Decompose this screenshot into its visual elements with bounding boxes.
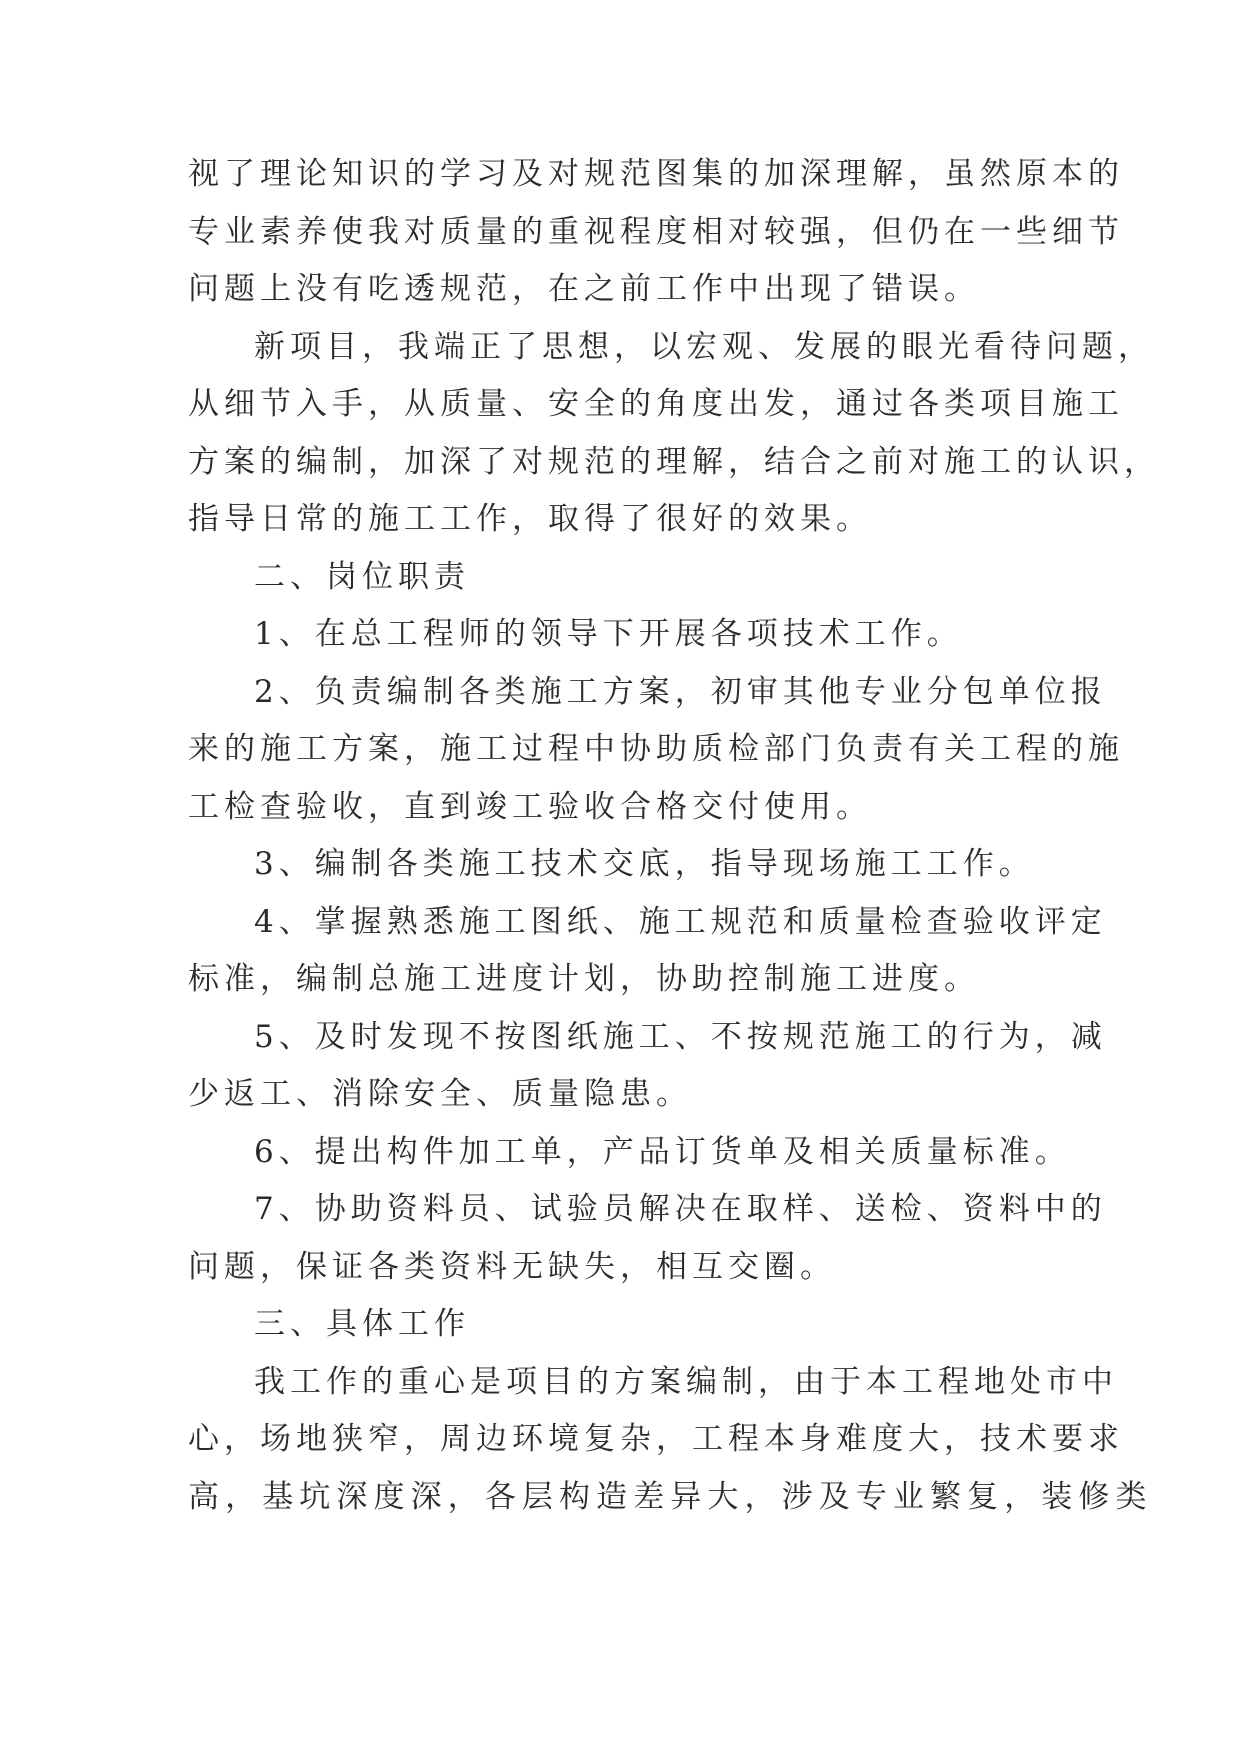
section-heading-specific-work: 三、具体工作 (254, 1306, 470, 1342)
text-line-18: 6、提出构件加工单，产品订货单及相关质量标准。 (254, 1133, 1071, 1170)
text-line-23: 心，场地狭窄，周边环境复杂，工程本身难度大，技术要求 (188, 1421, 1124, 1457)
text-line-3: 问题上没有吃透规范，在之前工作中出现了错误。 (188, 271, 980, 307)
text-line-19: 7、协助资料员、试验员解决在取样、送检、资料中的 (254, 1191, 1107, 1227)
text-line-15: 标准，编制总施工进度计划，协助控制施工进度。 (188, 961, 980, 997)
document-body (188, 146, 1160, 1526)
text-line-6: 方案的编制，加深了对规范的理解，结合之前对施工的认识， (188, 443, 1160, 480)
text-line-5: 从细节入手，从质量、安全的角度出发，通过各类项目施工 (188, 386, 1124, 422)
text-line-1: 视了理论知识的学习及对规范图集的加深理解，虽然原本的 (188, 156, 1124, 192)
text-line-22: 我工作的重心是项目的方案编制，由于本工程地处市中 (254, 1363, 1118, 1400)
text-line-14: 4、掌握熟悉施工图纸、施工规范和质量检查验收评定 (254, 903, 1107, 940)
section-heading-duties: 二、岗位职责 (254, 558, 470, 595)
text-line-20: 问题，保证各类资料无缺失，相互交圈。 (188, 1248, 836, 1285)
text-line-16: 5、及时发现不按图纸施工、不按规范施工的行为，减 (254, 1018, 1107, 1055)
text-line-13: 3、编制各类施工技术交底，指导现场施工工作。 (254, 846, 1035, 882)
text-line-11: 来的施工方案，施工过程中协助质检部门负责有关工程的施 (188, 731, 1124, 767)
text-line-2: 专业素养使我对质量的重视程度相对较强，但仍在一些细节 (188, 213, 1124, 250)
text-line-17: 少返工、消除安全、质量隐患。 (188, 1076, 692, 1112)
text-line-4: 新项目，我端正了思想，以宏观、发展的眼光看待问题， (254, 328, 1154, 365)
text-line-7: 指导日常的施工工作，取得了很好的效果。 (188, 501, 872, 537)
text-line-10: 2、负责编制各类施工方案，初审其他专业分包单位报 (254, 673, 1107, 710)
text-line-24: 高，基坑深度深，各层构造差异大，涉及专业繁复，装修类 (188, 1478, 1153, 1515)
text-line-12: 工检查验收，直到竣工验收合格交付使用。 (188, 788, 872, 825)
text-line-9: 1、在总工程师的领导下开展各项技术工作。 (254, 616, 963, 652)
